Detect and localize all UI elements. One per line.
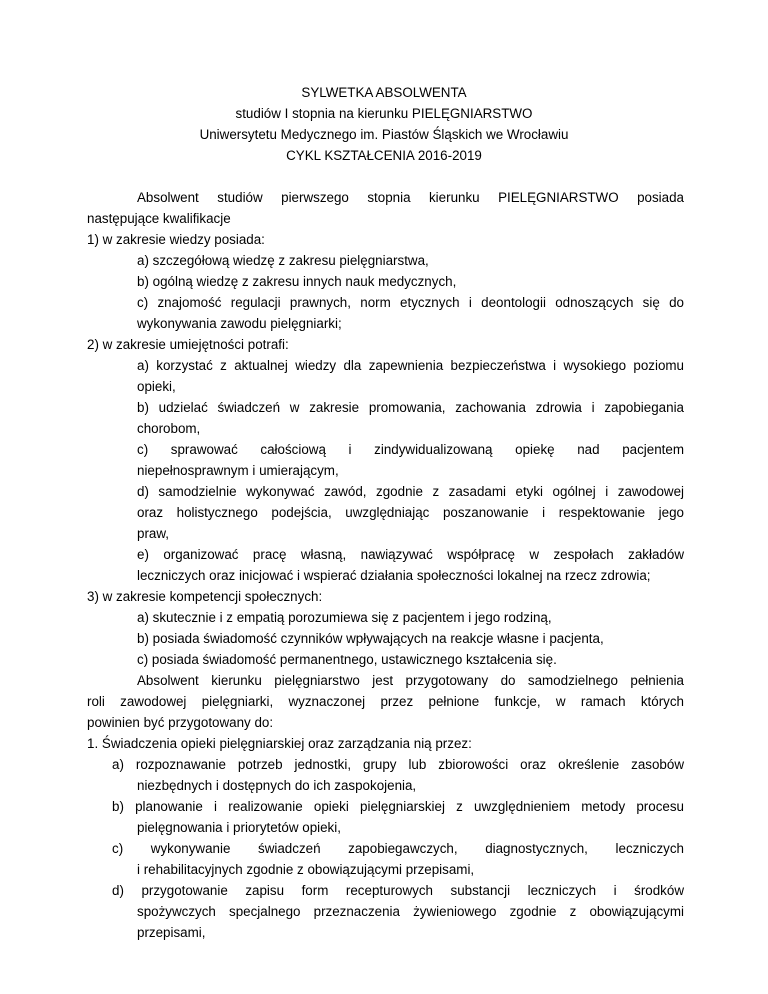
knowledge-item-c-line-2: wykonywania zawodu pielęgniarki; <box>137 316 342 331</box>
skills-item-c-line-2: niepełnosprawnym i umierającym, <box>137 463 339 478</box>
section-knowledge-heading: 1) w zakresie wiedzy posiada: <box>87 232 265 247</box>
title-line-3: Uniwersytetu Medycznego im. Piastów Śląskich we Wrocławiu <box>199 127 569 142</box>
skills-item-e-line-1: e) organizować pracę własną, nawiązywać współpracę w zespołach zakładów <box>137 547 684 562</box>
skills-item-a-line-1: a) korzystać z aktualnej wiedzy dla zapewnienia bezpieczeństwa i wysokiego poziomu <box>137 358 684 373</box>
role-line-2: roli zawodowej pielęgniarki, wyznaczonej przez pełnione funkcje, w ramach których <box>87 694 684 709</box>
title-line-1: SYLWETKA ABSOLWENTA <box>301 85 467 100</box>
section-social-heading: 3) w zakresie kompetencji społecznych: <box>87 589 323 604</box>
point-1-item-b-line-1: b) planowanie i realizowanie opieki pielęgniarskiej z uwzględnieniem metody procesu <box>112 799 684 814</box>
intro-line-1: Absolwent studiów pierwszego stopnia kierunku PIELĘGNIARSTWO posiada <box>137 190 684 205</box>
point-1-heading: 1. Świadczenia opieki pielęgniarskiej oraz zarządzania nią przez: <box>87 736 472 751</box>
section-skills-heading: 2) w zakresie umiejętności potrafi: <box>87 337 289 352</box>
skills-item-d-line-3: praw, <box>137 526 170 541</box>
point-1-item-a-line-1: a) rozpoznawanie potrzeb jednostki, grupy lub zbiorowości oraz określenie zasobów <box>112 757 684 772</box>
knowledge-item-c-line-1: c) znajomość regulacji prawnych, norm etycznych i deontologii odnoszących się do <box>137 295 684 310</box>
social-item-a: a) skutecznie i z empatią porozumiewa się z pacjentem i jego rodziną, <box>137 610 552 625</box>
point-1-item-a-line-2: niezbędnych i dostępnych do ich zaspokojenia, <box>137 778 417 793</box>
title-line-2: studiów I stopnia na kierunku PIELĘGNIARSTWO <box>235 106 533 121</box>
social-item-b: b) posiada świadomość czynników wpływających na reakcje własne i pacjenta, <box>137 631 604 646</box>
skills-item-c-line-1: c) sprawować całościową i zindywidualizowaną opiekę nad pacjentem <box>137 442 684 457</box>
title-line-4: CYKL KSZTAŁCENIA 2016-2019 <box>286 148 482 163</box>
skills-item-d-line-1: d) samodzielnie wykonywać zawód, zgodnie z zasadami etyki ogólnej i zawodowej <box>137 484 684 499</box>
skills-item-a-line-2: opieki, <box>137 379 176 394</box>
skills-item-b-line-1: b) udzielać świadczeń w zakresie promowania, zachowania zdrowia i zapobiegania <box>137 400 684 415</box>
skills-item-b-line-2: chorobom, <box>137 421 201 436</box>
point-1-item-d-line-1: d) przygotowanie zapisu form recepturowych substancji leczniczych i środków <box>112 883 684 898</box>
skills-item-e-line-2: leczniczych oraz inicjować i wspierać działania społeczności lokalnej na rzecz zdrowia; <box>137 568 651 583</box>
point-1-item-d-line-3: przepisami, <box>137 925 206 940</box>
skills-item-d-line-2: oraz holistycznego podejścia, uwzględniając poszanowanie i respektowanie jego <box>137 505 684 520</box>
knowledge-item-a: a) szczegółową wiedzę z zakresu pielęgniarstwa, <box>137 253 429 268</box>
point-1-item-c-line-2: i rehabilitacyjnych zgodnie z obowiązującymi przepisami, <box>137 862 475 877</box>
knowledge-item-b: b) ogólną wiedzę z zakresu innych nauk medycznych, <box>137 274 457 289</box>
point-1-item-d-line-2: spożywczych specjalnego przeznaczenia żywieniowego zgodnie z obowiązującymi <box>137 904 684 919</box>
point-1-item-c-line-1: c) wykonywanie świadczeń zapobiegawczych, diagnostycznych, leczniczych <box>112 841 684 856</box>
point-1-item-b-line-2: pielęgnowania i priorytetów opieki, <box>137 820 341 835</box>
role-line-3: powinien być przygotowany do: <box>87 715 274 730</box>
social-item-c: c) posiada świadomość permanentnego, ustawicznego kształcenia się. <box>137 652 557 667</box>
role-line-1: Absolwent kierunku pielęgniarstwo jest przygotowany do samodzielnego pełnienia <box>137 673 684 688</box>
intro-line-2: następujące kwalifikacje <box>87 211 231 226</box>
